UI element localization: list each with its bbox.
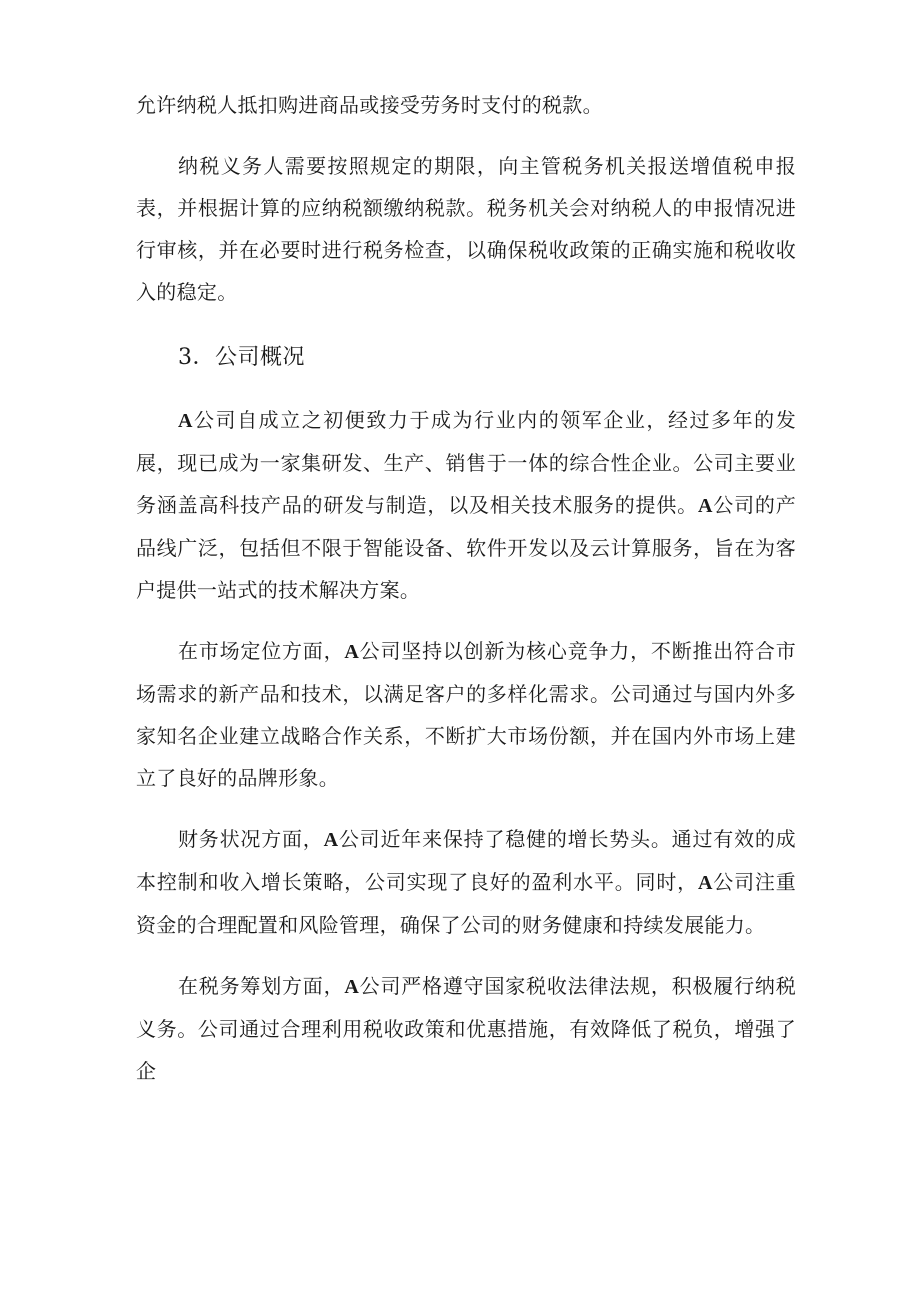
paragraph-text: 在税务筹划方面， bbox=[178, 974, 345, 998]
company-mark: A bbox=[344, 976, 360, 998]
paragraph-text: 公司自成立之初便致力于成为行业内的领军企业，经过多年的发展，现已成为一家集研发、生产、销售于一体的综合性企业。公司主要业务涵盖高科技产品的研发与制造，以及相关技术服务的提供。 bbox=[136, 408, 796, 517]
paragraph-text: 公司严格遵守国家税收法律法规，积极履行纳税义务。公司通过合理利用税收政策和优惠措施，有效降低了税负，增强了企 bbox=[136, 974, 796, 1083]
paragraph-tax-planning bbox=[136, 965, 796, 1092]
paragraph-tax-declaration: 纳税义务人需要按照规定的期限，向主管税务机关报送增值税申报表，并根据计算的应纳税额缴纳税款。税务机关会对纳税人的申报情况进行审核，并在必要时进行税务检查，以确保税收政策的正确实施和税收收入的稳定。 bbox=[136, 154, 796, 304]
section-heading: 3．公司概况 bbox=[178, 345, 305, 370]
paragraph-text: 公司的产品线广泛，包括但不限于智能设备、软件开发以及云计算服务，旨在为客户提供一站式的技术解决方案。 bbox=[136, 493, 796, 602]
paragraph-text: 财务状况方面， bbox=[178, 827, 324, 851]
company-mark: A bbox=[697, 495, 713, 517]
document-body bbox=[136, 84, 796, 1092]
company-mark: A bbox=[178, 410, 193, 432]
paragraph-text: 在市场定位方面， bbox=[178, 639, 345, 663]
paragraph-continuation: 允许纳税人抵扣购进商品或接受劳务时支付的税款。 bbox=[136, 93, 603, 117]
paragraph-market-positioning bbox=[136, 630, 796, 799]
paragraph-text: 公司近年来保持了稳健的增长势头。通过有效的成本控制和收入增长策略，公司实现了良好的盈利水平。同时， bbox=[136, 827, 796, 894]
company-mark: A bbox=[697, 872, 713, 894]
paragraph-text: 公司注重资金的合理配置和风险管理，确保了公司的财务健康和持续发展能力。 bbox=[136, 870, 796, 937]
company-mark: A bbox=[344, 641, 360, 663]
paragraph-company-intro bbox=[136, 399, 796, 611]
paragraph-financial-status bbox=[136, 818, 796, 946]
paragraph-text: 公司坚持以创新为核心竞争力，不断推出符合市场需求的新产品和技术，以满足客户的多样化需求。公司通过与国内外多家知名企业建立战略合作关系，不断扩大市场份额，并在国内外市场上建立了良好的品牌形象。 bbox=[136, 639, 796, 790]
company-mark: A bbox=[323, 829, 339, 851]
